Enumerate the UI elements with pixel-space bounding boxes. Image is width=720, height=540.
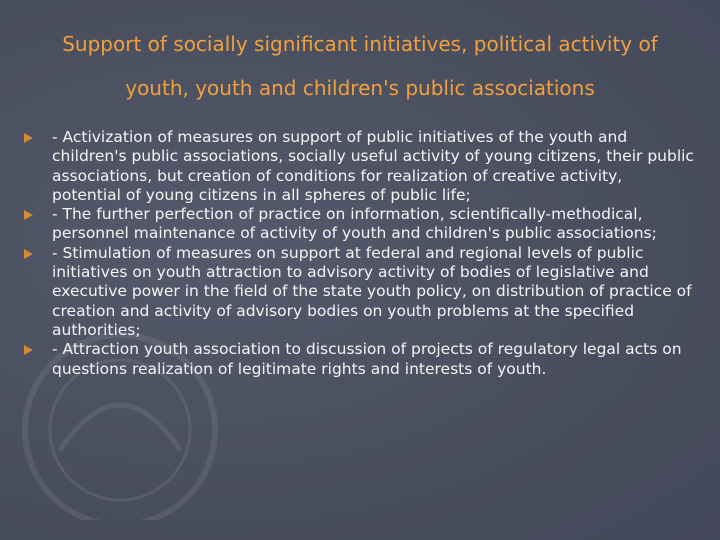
bullet-text: - Activization of measures on support of public initiatives of the youth and children's public associations, socially useful activity of young citizens, their public associations, but creation of conditions for realization of creative activity, potential of young citizens in all spheres of public life; xyxy=(52,128,694,204)
bullet-item-1 xyxy=(24,128,694,205)
bullet-text: - Stimulation of measures on support at federal and regional levels of public initiatives on youth attraction to advisory activity of bodies of legislative and executive power in the field of the state youth policy, on distribution of practice of creation and activity of advisory bodies on youth problems at the specified authorities; xyxy=(52,243,692,339)
slide-title xyxy=(20,22,700,110)
triangle-right-icon xyxy=(24,133,33,143)
slide-title-line-1: Support of socially significant initiatives, political activity of xyxy=(62,32,658,56)
bullet-item-4 xyxy=(24,340,694,379)
bullet-text: - The further perfection of practice on information, scientifically-methodical, personnel maintenance of activity of youth and children's public associations; xyxy=(52,205,657,243)
triangle-right-icon xyxy=(24,210,33,220)
triangle-right-icon xyxy=(24,249,33,259)
bullet-item-2 xyxy=(24,205,694,244)
bullet-list xyxy=(24,128,694,379)
triangle-right-icon xyxy=(24,345,33,355)
bullet-item-3 xyxy=(24,244,694,340)
bullet-text: - Attraction youth association to discussion of projects of regulatory legal acts on questions realization of legitimate rights and interests of youth. xyxy=(52,340,682,378)
slide-title-line-2: youth, youth and children's public associations xyxy=(125,76,595,100)
